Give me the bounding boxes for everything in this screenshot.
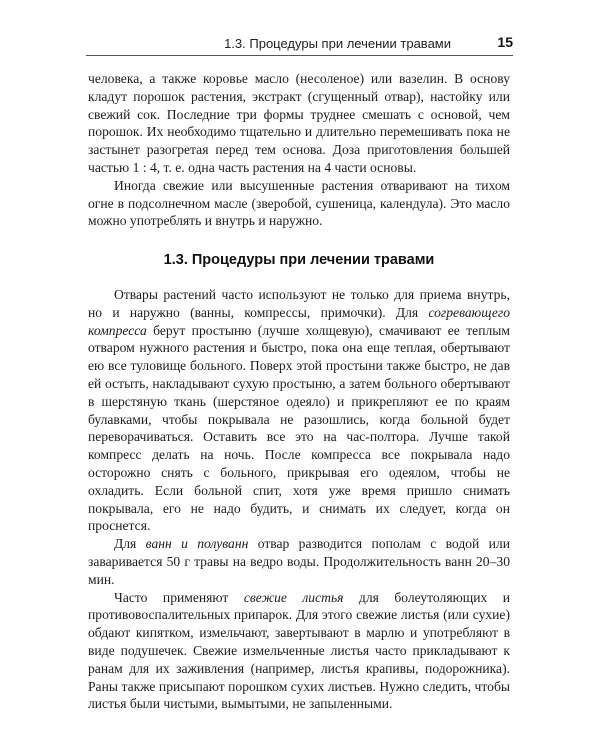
paragraph-fresh-leaves (88, 589, 510, 714)
running-title: 1.3. Процедуры при лечении травами (224, 36, 451, 51)
leaves-emphasis: свежие листья (243, 589, 344, 605)
compress-text-rest: берут простыню (лучше холщевую), смачивают ее теплым отваром нужного растения и быстро, пока она еще теплая, обертывают ею все туловище больного. Поверх этой простыни также быстро, не дав ей остыть, накладывают сухую простыню, а затем больного обертывают в шерстяную ткань (шерстяное одеяло) и прикрепляют ее по краям булавками, чтобы покрывала не разошлись, когда больной будет переворачиваться. Оставить все это на час-полтора. Лучше такой компресс делать на ночь. После компресса все покрывала надо осторожно снять с больного, прикрывая его одеялом, чтобы не охладить. Если больной спит, хотя уже время пришло снимать покрывала, его не надо будить, и снимать их следует, когда он проснется. (88, 322, 510, 534)
header-rule (86, 55, 513, 56)
paragraph-baths (88, 535, 510, 588)
leaves-text-rest: для болеутоляющих и противовоспалительных припарок. Для этого свежие листья (или сухие) обдают кипятком, измельчают, завертывают в марлю и употребляют в виде подушечек. Свежие измельченные листья часто прикладывают к ранам для их заживления (например, листья крапивы, подорожника). Раны также присыпают порошком сухих листьев. Нужно следить, чтобы листья были чистыми, вымытыми, не запыленными. (88, 589, 510, 712)
paragraph-compress (88, 286, 510, 535)
leaves-text-start: Часто применяют (114, 589, 244, 605)
baths-text-rest: отвар разводится пополам с водой или заваривается 50 г травы на ведро воды. Продолжительность ванн 20–30 мин. (88, 536, 510, 587)
paragraph-ointment-continued: человека, а также коровье масло (несоленое) или вазелин. В основу кладут порошок растения, экстракт (сгущенный отвар), настойку или свежий сок. Последние три формы труднее смешать с основой, чем порошок. Их необходимо тщательно и длительно перемешивать пока не застынет разогретая перед тем основа. Доза приготовления большей частью 1 : 4, т. е. одна часть растения на 4 части основы. (88, 71, 510, 175)
baths-emphasis: ванн и полуванн (145, 536, 249, 552)
compress-text-start: Отвары растений часто используют не только для приема внутрь, но и наружно (ванны, компрессы, примочки). Для (88, 286, 510, 320)
section-heading: 1.3. Процедуры при лечении травами (163, 252, 435, 269)
baths-text-start: Для (114, 536, 146, 552)
compress-emphasis: согревающего компресса (88, 304, 510, 338)
running-header (86, 31, 513, 55)
paragraph-oil-infusion: Иногда свежие или высушенные растения отваривают на тихом огне в подсолнечном масле (зверобой, сушеница, календула). Это масло можно употреблять и внутрь и наружно. (88, 177, 510, 229)
page-body (88, 70, 510, 713)
page-number: 15 (497, 34, 513, 50)
